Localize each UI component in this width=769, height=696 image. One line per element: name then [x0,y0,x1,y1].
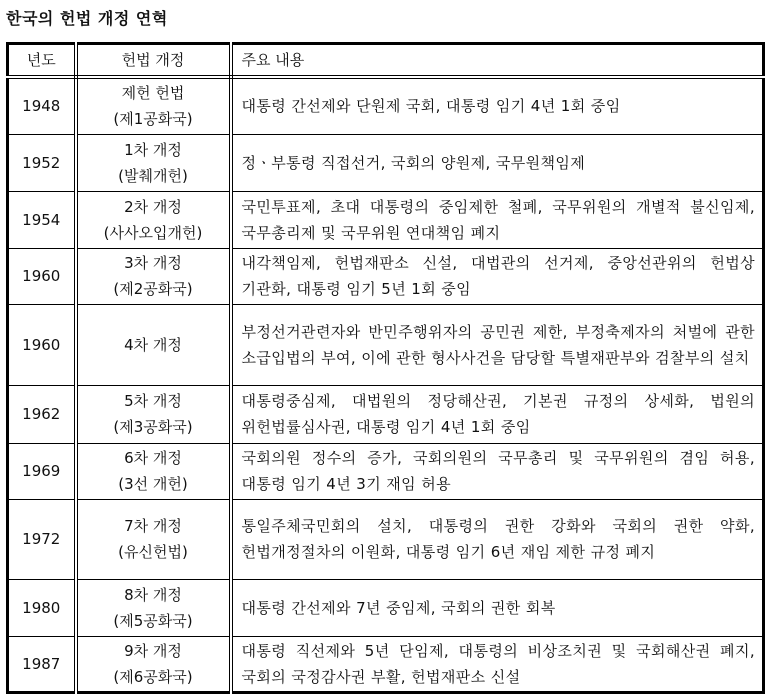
amendment-name: 5차 개정 [124,392,182,410]
table-row [8,304,764,385]
table-row [8,134,764,191]
cell-year: 1972 [8,499,76,579]
amendment-nickname: (제5공화국) [113,611,193,630]
cell-amendment [76,248,231,304]
amendment-nickname: (제6공화국) [113,667,193,686]
amendment-nickname: (유신헌법) [118,543,188,561]
cell-year: 1980 [8,579,76,636]
cell-content: 국민투표제, 초대 대통령의 중임제한 철폐, 국무위원의 개별적 불신임제, 국무총리제 및 국무위원 연대책임 폐지 [231,191,764,248]
cell-year: 1952 [8,134,76,191]
cell-content: 정ㆍ부통령 직접선거, 국회의 양원제, 국무원책임제 [231,134,764,191]
amendment-name: 3차 개정 [124,254,182,272]
header-amendment: 헌법 개정 [76,44,231,78]
cell-content: 국회의원 정수의 증가, 국회의원의 국무총리 및 국무위원의 겸임 허용, 대통령 임기 4년 3기 재임 허용 [231,443,764,499]
amendment-name: 9차 개정 [124,641,182,660]
cell-amendment [76,77,231,134]
table-row [8,248,764,304]
cell-year: 1960 [8,304,76,385]
cell-amendment [76,636,231,692]
cell-content: 대통령 간선제와 단원제 국회, 대통령 임기 4년 1회 중임 [231,77,764,134]
cell-year: 1962 [8,385,76,443]
cell-year: 1960 [8,248,76,304]
table-row [8,499,764,579]
cell-amendment [76,499,231,579]
amendment-nickname: (발췌개헌) [118,166,188,185]
table-row [8,77,764,134]
amendment-name: 제헌 헌법 [121,84,185,103]
cell-amendment [76,134,231,191]
table-row [8,385,764,443]
header-year: 년도 [8,44,76,78]
cell-content: 대통령 간선제와 7년 중임제, 국회의 권한 회복 [231,579,764,636]
cell-content: 대통령 직선제와 5년 단임제, 대통령의 비상조치권 및 국회해산권 폐지, 국회의 국정감사권 부활, 헌법재판소 신설 [231,636,764,692]
cell-amendment [76,304,231,385]
cell-content: 통일주체국민회의 설치, 대통령의 권한 강화와 국회의 권한 약화, 헌법개정절차의 이원화, 대통령 임기 6년 재임 제한 규정 폐지 [231,499,764,579]
amendment-nickname: (제3공화국) [113,418,193,436]
amendment-name: 8차 개정 [124,585,182,604]
cell-content: 내각책임제, 헌법재판소 신설, 대법관의 선거제, 중앙선관위의 헌법상 기관화, 대통령 임기 5년 1회 중임 [231,248,764,304]
amendment-nickname: (사사오입개헌) [103,223,203,242]
amendment-nickname: (3선 개헌) [118,475,188,493]
cell-content: 부정선거관련자와 반민주행위자의 공민권 제한, 부정축제자의 처벌에 관한 소급입법의 부여, 이에 관한 형사사건을 담당할 특별재판부와 검찰부의 설치 [231,304,764,385]
table-row [8,636,764,692]
header-content: 주요 내용 [231,44,764,78]
amendment-nickname: (제1공화국) [113,110,193,129]
amendment-name: 7차 개정 [124,517,182,535]
amendment-nickname: (제2공화국) [113,280,193,298]
cell-amendment [76,579,231,636]
cell-amendment [76,191,231,248]
table-row [8,191,764,248]
document-title: 한국의 헌법 개정 연혁 [6,9,168,28]
table-row [8,579,764,636]
table-row [8,443,764,499]
amendment-name: 1차 개정 [124,140,182,159]
cell-year: 1969 [8,443,76,499]
amendment-name: 4차 개정 [124,335,182,354]
amendment-name: 6차 개정 [124,449,182,467]
cell-year: 1948 [8,77,76,134]
cell-content: 대통령중심제, 대법원의 정당해산권, 기본권 규정의 상세화, 법원의 위헌법률심사권, 대통령 임기 4년 1회 중임 [231,385,764,443]
cell-amendment [76,385,231,443]
table-header-row [8,44,764,78]
amendment-name: 2차 개정 [124,197,182,216]
cell-amendment [76,443,231,499]
cell-year: 1954 [8,191,76,248]
cell-year: 1987 [8,636,76,692]
constitution-history-table [6,42,765,694]
